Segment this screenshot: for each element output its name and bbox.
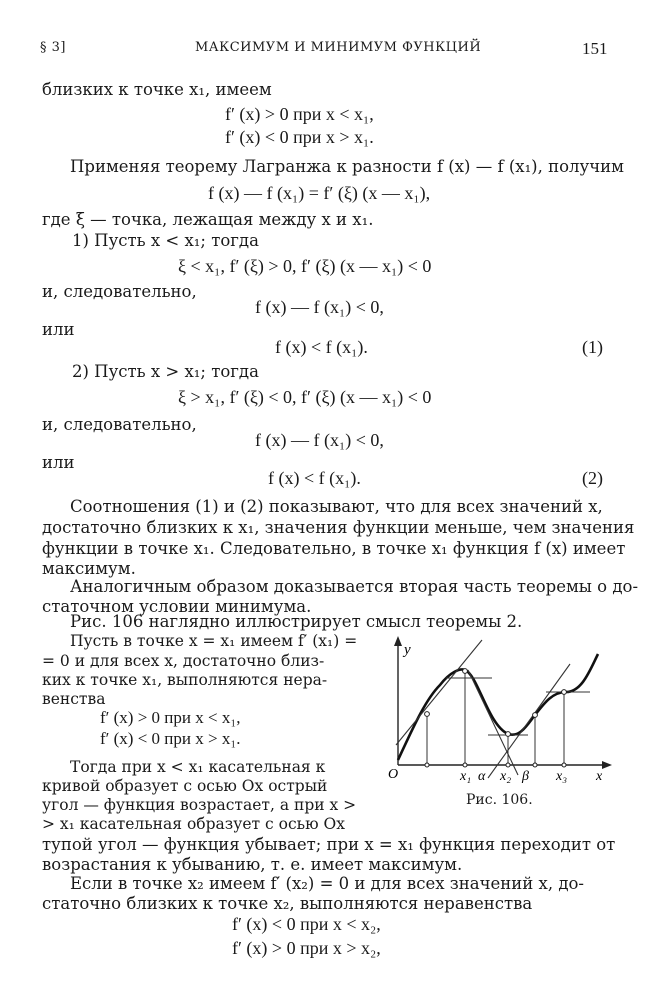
formula-line: f (x) — f (x₁) < 0, — [255, 430, 384, 450]
text-line: ких к точке x₁, выполняются нера- — [42, 671, 328, 689]
text-line: угол — функция возрастает, а при x > — [42, 796, 357, 814]
formula-line: f′ (x) < 0 при x > x₁. — [225, 127, 374, 147]
text-line: где ξ — точка, лежащая между x и x₁. — [42, 210, 374, 229]
text-line: тупой угол — функция убывает; при x = x₁ функция переходит от — [42, 835, 616, 854]
x1-label: x₁ — [460, 769, 472, 784]
formula-line: f (x) — f (x₁) = f′ (ξ) (x — x₁), — [208, 183, 431, 203]
text-line: Если в точке x₂ имеем f′ (x₂) = 0 и для всех значений x, до- — [70, 874, 584, 893]
text-line: Рис. 106 наглядно иллюстрирует смысл теоремы 2. — [70, 612, 523, 631]
curve-point — [425, 712, 430, 717]
text-line: и, следовательно, — [42, 415, 197, 434]
curve-point — [463, 669, 468, 674]
text-line: = 0 и для всех x, достаточно близ- — [42, 652, 325, 670]
x-axis-arrow — [602, 761, 612, 769]
text-line: достаточно близких к x₁, значения функции меньше, чем значения — [42, 518, 635, 537]
text-line: функции в точке x₁. Следовательно, в точке x₁ функция f (x) имеет — [42, 539, 626, 558]
text-line: или — [42, 453, 75, 472]
text-line: статочно близких к точке x₂, выполняются неравенства — [42, 894, 533, 913]
axis-point — [425, 763, 429, 767]
tangent-line — [488, 664, 570, 778]
text-line: Применяя теорему Лагранжа к разности f (x) — f (x₁), получим — [70, 157, 624, 176]
equation-number: (1) — [582, 337, 603, 357]
text-line: или — [42, 320, 75, 339]
formula-line: ξ < x₁, f′ (ξ) > 0, f′ (ξ) (x — x₁) < 0 — [178, 256, 432, 276]
figure-caption: Рис. 106. — [466, 792, 533, 808]
x2-label: x₂ — [500, 769, 512, 784]
y-axis-label: y — [404, 642, 411, 658]
curve-point — [533, 713, 538, 718]
x3-label: x₃ — [556, 769, 568, 784]
text-line: близких к точке x₁, имеем — [42, 80, 272, 99]
formula-line: f′ (x) < 0 при x > x₁. — [100, 729, 241, 748]
equation-number: (2) — [582, 468, 603, 488]
section-marker: § 3] — [40, 40, 66, 55]
alpha-label: α — [478, 769, 486, 784]
text-line: и, следовательно, — [42, 282, 197, 301]
text-line: Соотношения (1) и (2) показывают, что для всех значений x, — [70, 497, 603, 516]
text-line: Аналогичным образом доказывается вторая часть теоремы о до- — [70, 577, 639, 596]
y-axis-arrow — [394, 636, 402, 646]
formula-line: f′ (x) > 0 при x < x₁, — [225, 104, 374, 124]
formula-line: f (x) — f (x₁) < 0, — [255, 297, 384, 317]
text-line: кривой образует с осью Ox острый — [42, 777, 328, 795]
text-line: максимум. — [42, 559, 136, 578]
running-title: МАКСИМУМ И МИНИМУМ ФУНКЦИЙ — [195, 40, 482, 55]
text-line: 2) Пусть x > x₁; тогда — [72, 362, 259, 381]
axis-point — [533, 763, 537, 767]
axis-point — [562, 763, 566, 767]
axis-point — [506, 763, 510, 767]
text-line: статочном условии минимума. — [42, 597, 312, 616]
origin-label: O — [388, 767, 399, 782]
text-line: > x₁ касательная образует с осью Ox — [42, 815, 345, 833]
curve-point — [562, 690, 567, 695]
page-number: 151 — [582, 39, 608, 58]
text-line: Тогда при x < x₁ касательная к — [70, 758, 326, 776]
x-axis-label: x — [596, 769, 603, 784]
text-line: Пусть в точке x = x₁ имеем f′ (x₁) = — [70, 632, 358, 650]
formula-line: f (x) < f (x₁). — [268, 468, 361, 488]
formula-line: f′ (x) < 0 при x < x₂, — [232, 914, 381, 934]
beta-label: β — [522, 769, 529, 784]
formula-line: f (x) < f (x₁). — [275, 337, 368, 357]
curve-point — [506, 732, 511, 737]
text-line: венства — [42, 690, 106, 708]
formula-line: ξ > x₁, f′ (ξ) < 0, f′ (ξ) (x — x₁) < 0 — [178, 387, 432, 407]
function-curve — [398, 654, 598, 760]
axis-point — [463, 763, 467, 767]
tangent-line — [468, 670, 518, 775]
formula-line: f′ (x) > 0 при x > x₂, — [232, 938, 381, 958]
formula-line: f′ (x) > 0 при x < x₁, — [100, 708, 241, 727]
text-line: 1) Пусть x < x₁; тогда — [72, 231, 259, 250]
text-line: возрастания к убыванию, т. е. имеет максимум. — [42, 855, 463, 874]
